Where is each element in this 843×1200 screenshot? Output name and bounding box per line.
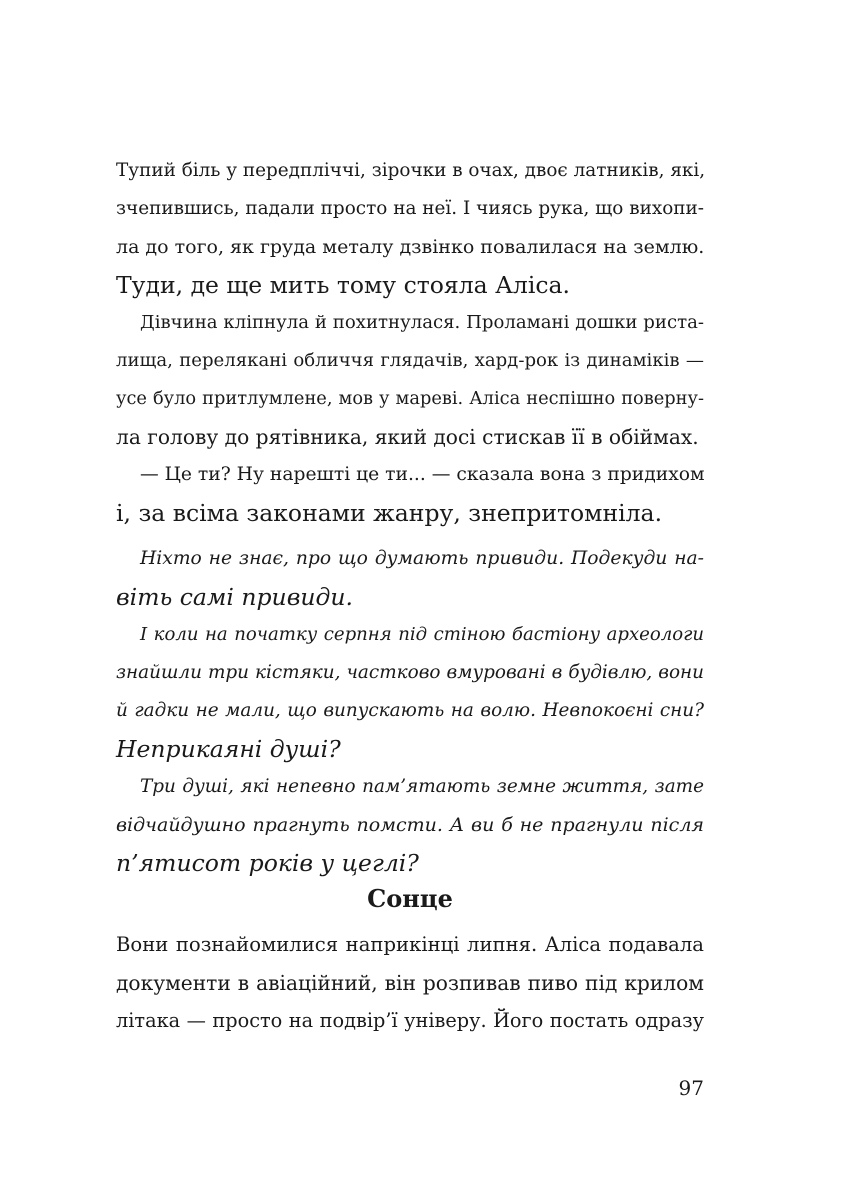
text-line: І коли на початку серпня під стіною бастіону археологи bbox=[140, 624, 704, 645]
page-number: 97 bbox=[678, 1076, 704, 1100]
text-line: і, за всіма законами жанру, знепритомніла. bbox=[116, 499, 663, 527]
text-line: лища, перелякані обличчя глядачів, хард-рок із динаміків — bbox=[116, 350, 704, 371]
text-line: — Це ти? Ну нарешті це ти... — сказала вона з придихом bbox=[140, 464, 705, 485]
chapter-heading: Сонце bbox=[367, 884, 453, 913]
text-line: Ніхто не знає, про що думають привиди. Подекуди на- bbox=[140, 548, 704, 569]
text-line: Дівчина кліпнула й похитнулася. Проламані дошки риста- bbox=[140, 312, 704, 333]
text-line: Тупий біль у передпліччі, зірочки в очах, двоє латників, які, bbox=[116, 160, 706, 181]
text-line: зчепившись, падали просто на неї. І чиясь рука, що вихопи- bbox=[116, 198, 704, 219]
text-line: Вони познайомилися наприкінці липня. Аліса подавала bbox=[116, 933, 704, 956]
text-line: документи в авіаційний, він розпивав пиво під крилом bbox=[116, 971, 704, 995]
text-line: й гадки не мали, що випускають на волю. Невпокоєні сни? bbox=[116, 700, 704, 721]
text-line: віть самі привиди. bbox=[116, 583, 354, 611]
text-line: знайшли три кістяки, частково вмуровані в будівлю, вони bbox=[116, 662, 704, 683]
text-line: п’ятисот років у цеглі? bbox=[116, 849, 419, 877]
text-line: усе було притлумлене, мов у мареві. Аліса неспішно поверну- bbox=[116, 388, 704, 409]
text-line: Неприкаяні душі? bbox=[116, 735, 341, 763]
text-line: Туди, де ще мить тому стояла Аліса. bbox=[116, 271, 571, 299]
text-line: ла до того, як груда металу дзвінко повалилася на землю. bbox=[116, 236, 705, 258]
text-line: відчайдушно прагнуть помсти. А ви б не прагнули після bbox=[116, 814, 704, 836]
text-line: літака — просто на подвір’ї універу. Його постать одразу bbox=[116, 1009, 704, 1032]
text-line: ла голову до рятівника, який досі стискав її в обіймах. bbox=[116, 425, 699, 449]
text-line: Три душі, які непевно пам’ятають земне життя, зате bbox=[140, 776, 704, 797]
